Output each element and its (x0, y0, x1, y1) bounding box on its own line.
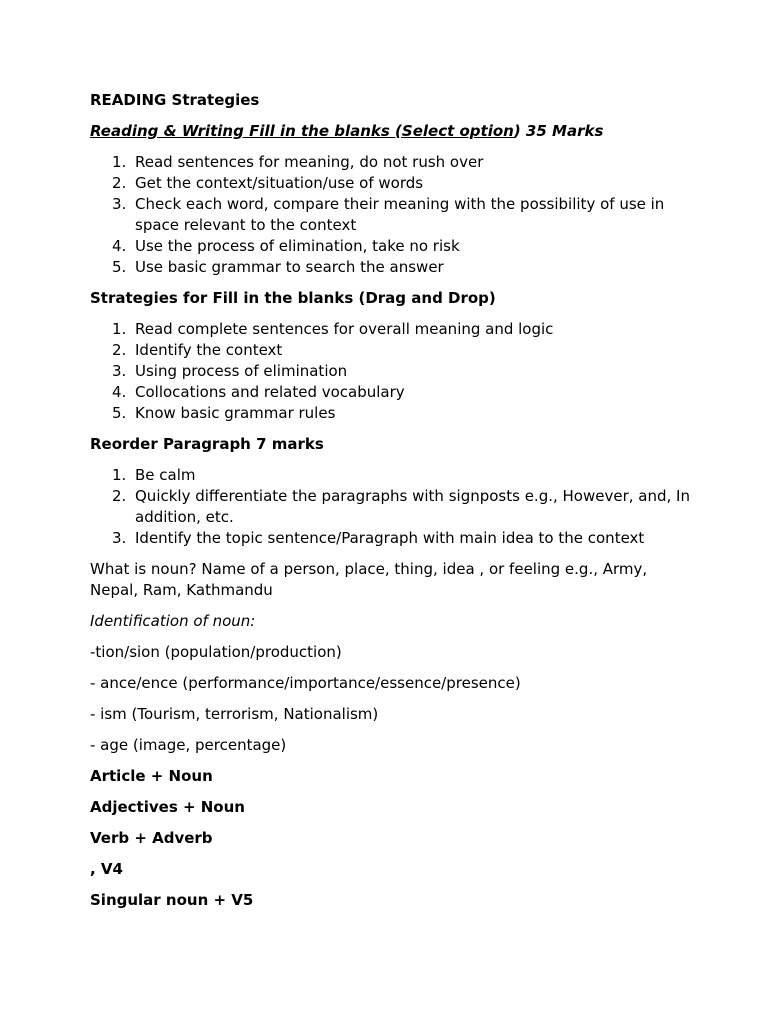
list-item: 4. Collocations and related vocabulary (112, 383, 405, 401)
section-heading-fill-blanks-select (90, 121, 690, 142)
fill-blanks-select-list (90, 152, 690, 278)
suffix-line: - age (image, percentage) (90, 736, 287, 754)
list-item: 5. Use basic grammar to search the answer (112, 258, 444, 276)
grammar-rule: Verb + Adverb (90, 829, 213, 847)
section-heading-marks-part: ) 35 Marks (513, 122, 604, 140)
drag-drop-list (90, 319, 690, 424)
grammar-rule: Singular noun + V5 (90, 891, 254, 909)
list-item: 5. Know basic grammar rules (112, 404, 336, 422)
list-item: 3. Using process of elimination (112, 362, 348, 380)
suffix-line: - ism (Tourism, terrorism, Nationalism) (90, 705, 379, 723)
section-heading-reorder-paragraph: Reorder Paragraph 7 marks (90, 435, 324, 453)
section-heading-underlined-part: Reading & Writing Fill in the blanks (Select option (90, 122, 514, 140)
identification-heading: Identification of noun: (90, 612, 256, 630)
noun-definition: What is noun? Name of a person, place, thing, idea , or feeling e.g., Army, Nepal, Ram, Kathmandu (90, 560, 648, 599)
document-title: READING Strategies (90, 91, 260, 109)
list-item: 4. Use the process of elimination, take no risk (112, 237, 460, 255)
list-item: 3. Check each word, compare their meaning with the possibility of use in space relevant to the context (112, 195, 665, 234)
section-heading-drag-drop: Strategies for Fill in the blanks (Drag and Drop) (90, 289, 496, 307)
grammar-rule: Article + Noun (90, 767, 213, 785)
document-page (90, 90, 690, 921)
list-item: 1. Read sentences for meaning, do not rush over (112, 153, 484, 171)
list-item: 1. Read complete sentences for overall meaning and logic (112, 320, 554, 338)
list-item: 2. Get the context/situation/use of words (112, 174, 424, 192)
list-item: 3. Identify the topic sentence/Paragraph with main idea to the context (112, 529, 645, 547)
grammar-rule: , V4 (90, 860, 123, 878)
list-item: 2. Identify the context (112, 341, 283, 359)
grammar-rule: Adjectives + Noun (90, 798, 245, 816)
suffix-line: -tion/sion (population/production) (90, 643, 342, 661)
suffix-line: - ance/ence (performance/importance/essence/presence) (90, 674, 521, 692)
list-item: 1. Be calm (112, 466, 196, 484)
reorder-paragraph-list (90, 465, 690, 549)
list-item: 2. Quickly differentiate the paragraphs with signposts e.g., However, and, In addition, etc. (112, 487, 690, 526)
